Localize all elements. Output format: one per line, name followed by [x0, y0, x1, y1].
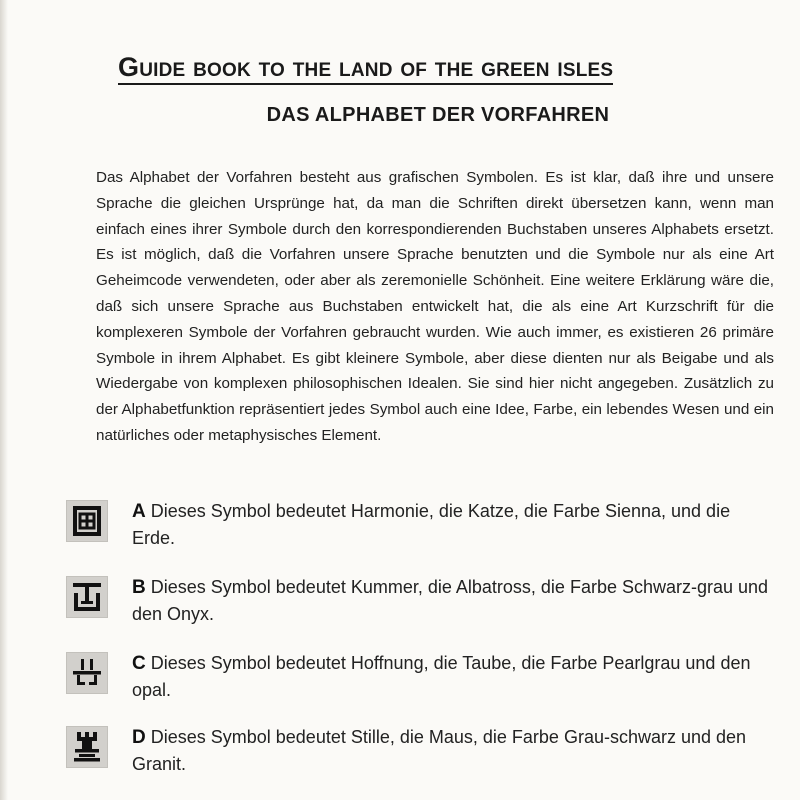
symbol-entry-d-text — [132, 724, 774, 777]
entry-letter: B — [132, 577, 146, 598]
symbol-entry-a — [66, 498, 776, 558]
entry-letter: C — [132, 653, 146, 674]
intro-paragraph: Das Alphabet der Vorfahren besteht aus grafischen Symbolen. Es ist klar, daß ihre und unsere Sprache die gleichen Ursprünge hat, da man die Schriften direkt übersetzen kann, wenn man einfach eines ihrer Symbole durch den korrespondierenden Buchstaben unseres Alphabets ersetzt. Es ist möglich, daß die Vorfahren unsere Sprache benutzten und die Symbole nur als eine Art Geheimcode verwendeten, oder aber als zeremonielle Schönheit. Eine weitere Erklärung wäre die, daß sich unsere Sprache aus Buchstaben entwickelt hat, die als eine Art Kurzschrift für die komplexeren Symbole der Vorfahren gebraucht wurden. Wie auch immer, es existieren 26 primäre Symbole in ihrem Alphabet. Es gibt kleinere Symbole, aber diese dienten nur als Beigabe und als Wiedergabe von komplexen philosophischen Idealen. Sie sind hier nicht angegeben. Zusätzlich zu der Alphabetfunktion repräsentiert jedes Symbol auch eine Idee, Farbe, ein lebendes Wesen und ein natürliches oder metaphysisches Element. — [96, 169, 774, 444]
harmony-glyph-icon — [66, 500, 108, 542]
symbol-entry-b-text — [132, 574, 774, 627]
section-title: DAS ALPHABET DER VORFAHREN — [266, 104, 610, 126]
entry-letter: D — [132, 727, 146, 748]
symbol-entry-d — [66, 724, 776, 784]
symbol-entry-b — [66, 574, 776, 634]
entry-description: Dieses Symbol bedeutet Stille, die Maus, die Farbe Grau-schwarz und den Granit. — [132, 727, 747, 774]
silence-glyph-icon — [66, 726, 108, 768]
sorrow-glyph-icon — [66, 576, 108, 618]
page-title-text: Guide book to the land of the green isles — [118, 52, 613, 85]
symbol-entry-c-text — [132, 650, 774, 703]
symbol-entry-a-text — [132, 498, 774, 551]
entry-description: Dieses Symbol bedeutet Harmonie, die Katze, die Farbe Sienna, und die Erde. — [132, 501, 731, 548]
entry-description: Dieses Symbol bedeutet Hoffnung, die Taube, die Farbe Pearlgrau und den opal. — [132, 653, 751, 700]
page-spine-shadow — [0, 0, 8, 800]
symbol-entry-c — [66, 650, 776, 710]
entry-letter: A — [132, 501, 146, 522]
entry-description: Dieses Symbol bedeutet Kummer, die Albatross, die Farbe Schwarz-grau und den Onyx. — [132, 577, 769, 624]
hope-glyph-icon — [66, 652, 108, 694]
page-title — [118, 52, 758, 83]
